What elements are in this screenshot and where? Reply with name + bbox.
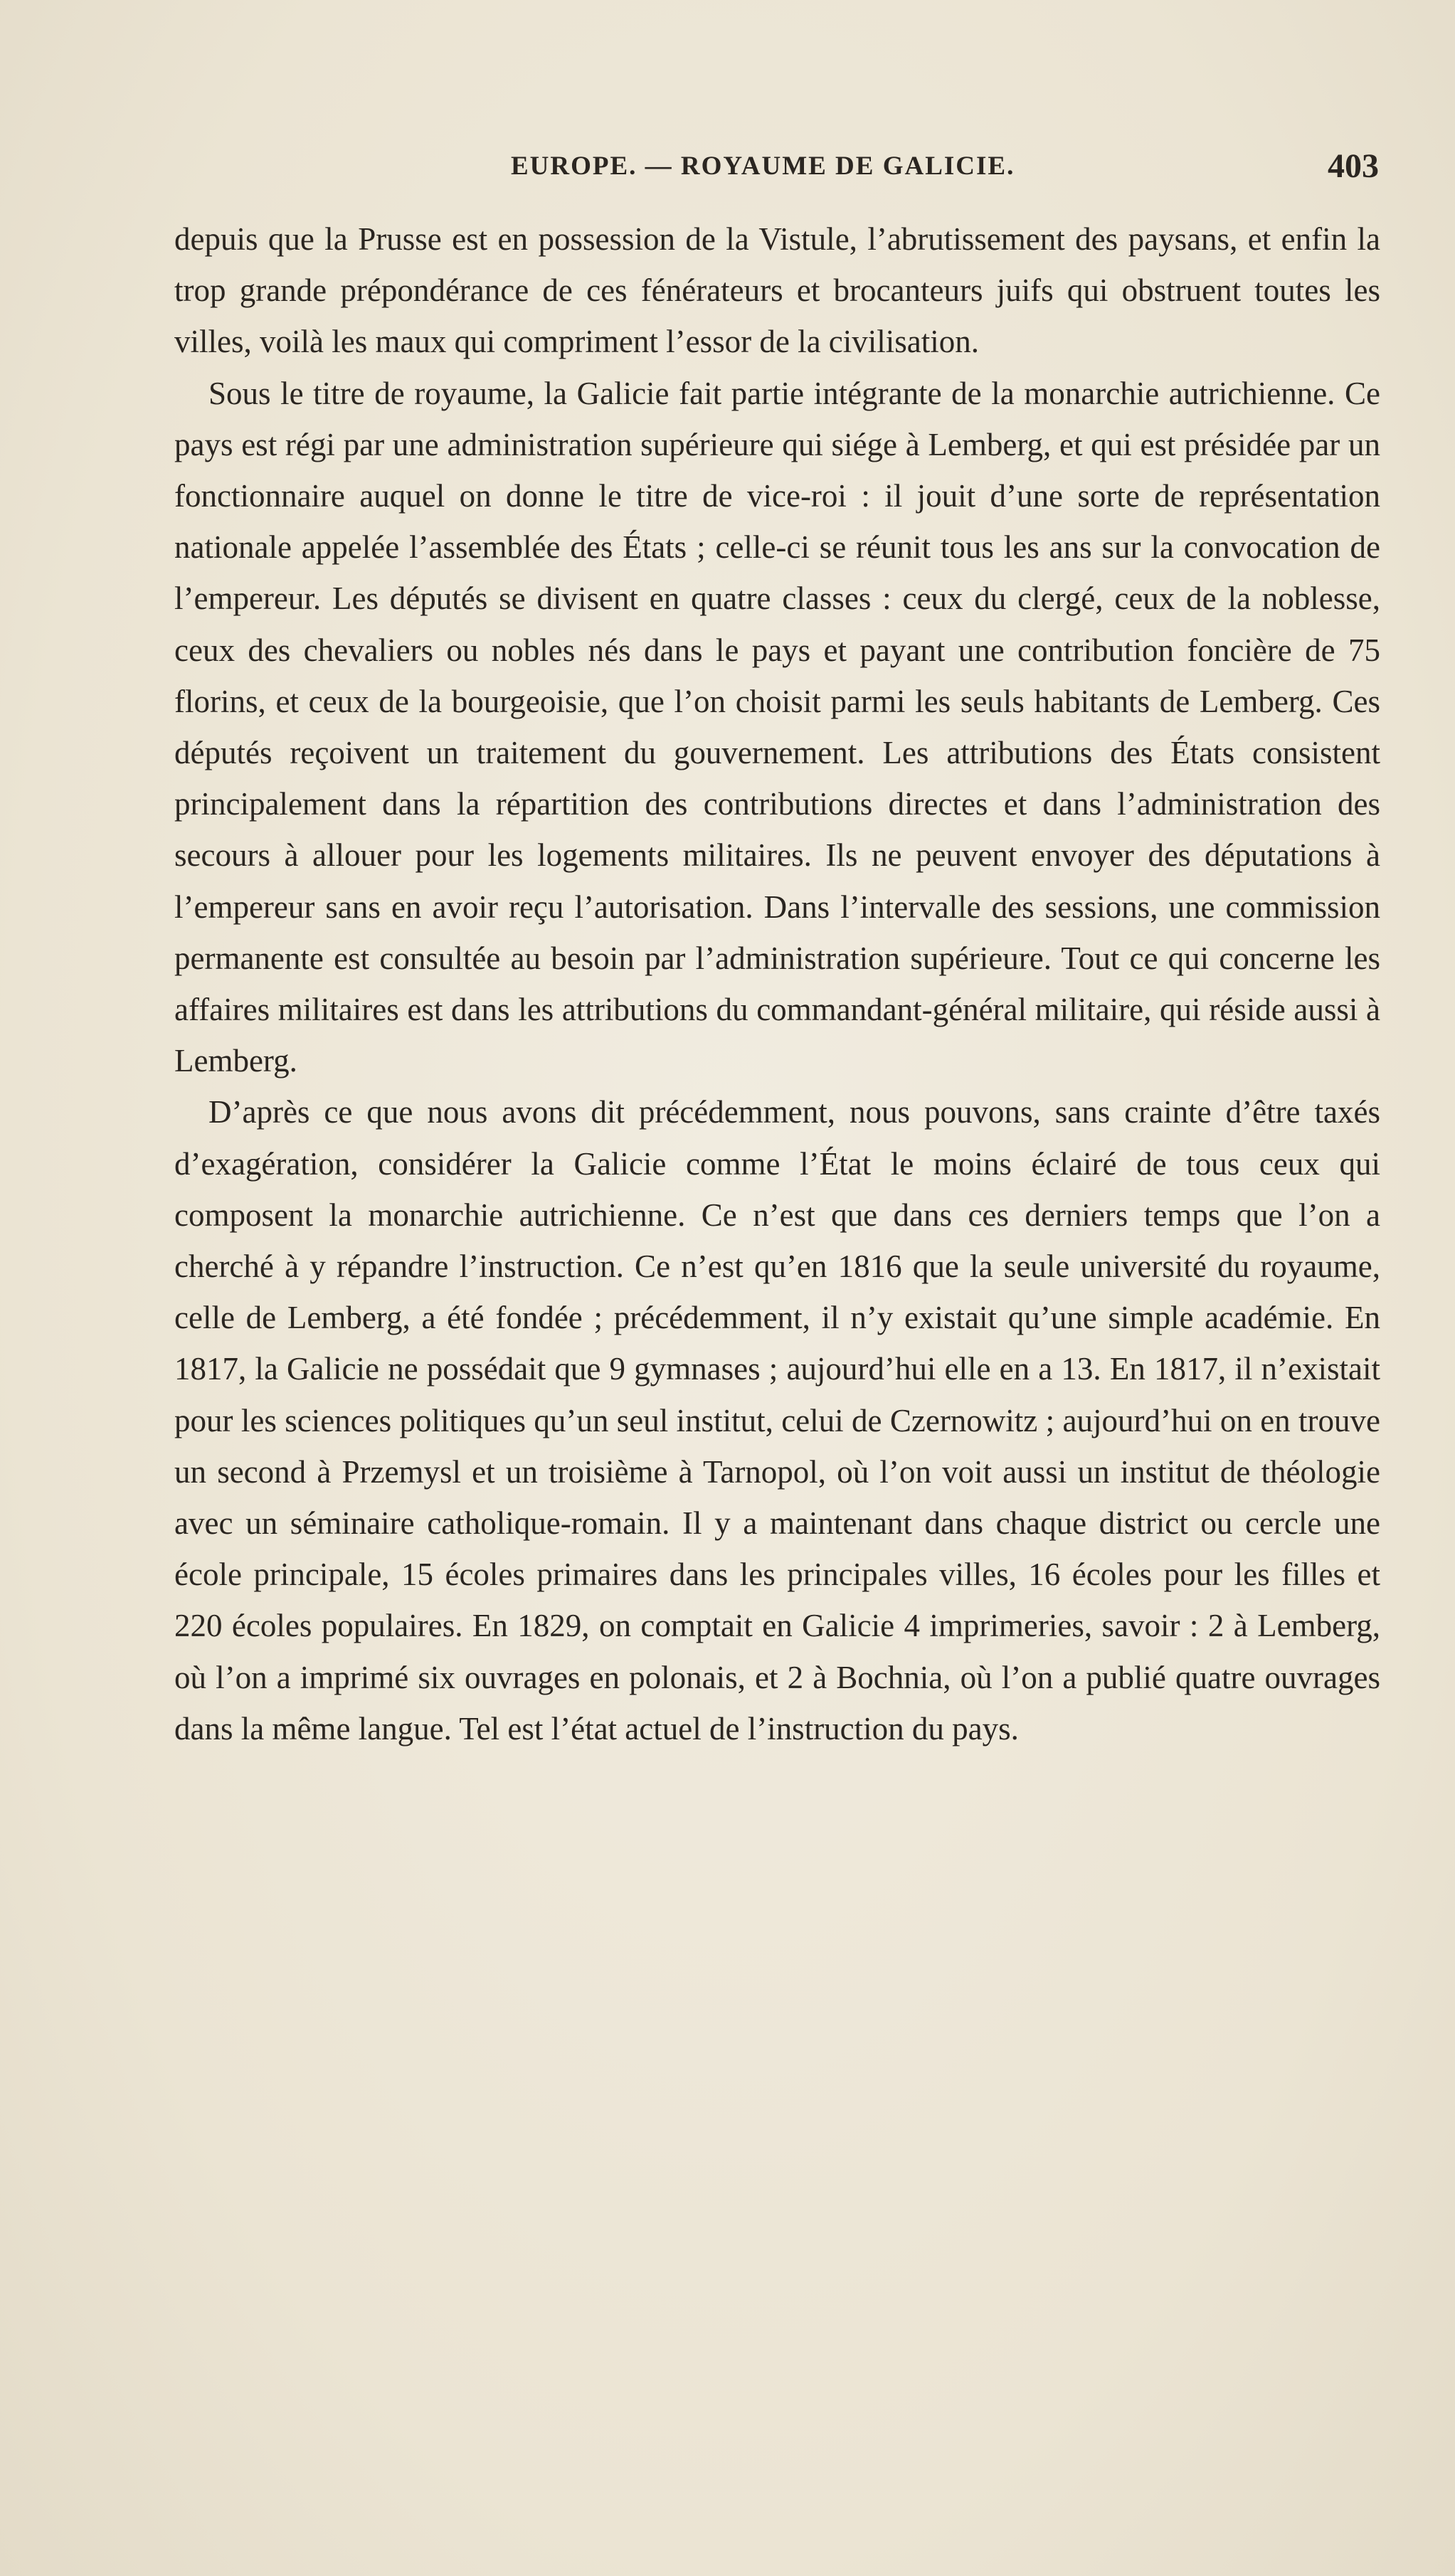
page-number: 403 — [1328, 147, 1379, 185]
paragraph-instruction: D’après ce que nous avons dit précédemment, nous pouvons, sans crainte d’être taxés d’exagération, considérer la Galicie comme l’État le moins éclairé de tous ceux qui composent la monarchie autrichienne. Ce n’est que dans ces derniers temps que l’on a cherché à y répandre l’instruction. Ce n’est qu’en 1816 que la seule université du royaume, celle de Lemberg, a été fondée ; précédemment, il n’y existait qu’une simple académie. En 1817, la Galicie ne possédait que 9 gymnases ; aujourd’hui elle en a 13. En 1817, il n’existait pour les sciences politiques qu’un seul institut, celui de Czernowitz ; aujourd’hui on en trouve un second à Przemysl et un troisième à Tarnopol, où l’on voit aussi un institut de théologie avec un séminaire catholique-romain. Il y a maintenant dans chaque district ou cercle une école principale, 15 écoles primaires dans les principales villes, 16 écoles pour les filles et 220 écoles populaires. En 1829, on comptait en Galicie 4 imprimeries, savoir : 2 à Lemberg, où l’on a imprimé six ouvrages en polonais, et 2 à Bochnia, où l’on a publié quatre ouvrages dans la même langue. Tel est l’état actuel de l’instruction du pays. — [174, 1094, 1380, 1747]
page-header — [176, 147, 1379, 194]
paragraph-continuation: depuis que la Prusse est en possession de la Vistule, l’abrutissement des paysans, et enfin la trop grande prépondérance de ces fénérateurs et brocanteurs juifs qui obstruent toutes les villes, voilà les maux qui compriment l’essor de la civilisation. — [174, 221, 1380, 360]
running-head: EUROPE. — ROYAUME DE GALICIE. — [511, 152, 1015, 181]
paragraph-administration: Sous le titre de royaume, la Galicie fait partie intégrante de la monarchie autrichienne. Ce pays est régi par une administration supérieure qui siége à Lemberg, et qui est présidée par un fonctionnaire auquel on donne le titre de vice-roi : il jouit d’une sorte de représentation nationale appelée l’assemblée des États ; celle-ci se réunit tous les ans sur la convocation de l’empereur. Les députés se divisent en quatre classes : ceux du clergé, ceux de la noblesse, ceux des chevaliers ou nobles nés dans le pays et payant une contribution foncière de 75 florins, et ceux de la bourgeoisie, que l’on choisit parmi les seuls habitants de Lemberg. Ces députés reçoivent un traitement du gouvernement. Les attributions des États consistent principalement dans la répartition des contributions directes et dans l’administration des secours à allouer pour les logements militaires. Ils ne peuvent envoyer des députations à l’empereur sans en avoir reçu l’autorisation. Dans l’intervalle des sessions, une commission permanente est consultée au besoin par l’administration supérieure. Tout ce qui concerne les affaires militaires est dans les attributions du commandant-général militaire, qui réside aussi à Lemberg. — [174, 375, 1380, 1079]
body-text — [174, 213, 1380, 1754]
